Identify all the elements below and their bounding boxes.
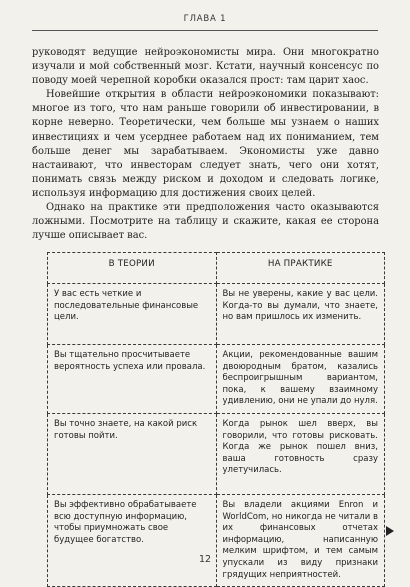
table-row bbox=[48, 345, 385, 414]
table-row bbox=[48, 414, 385, 495]
column-header-theory: В ТЕОРИИ bbox=[48, 253, 217, 284]
page-number: 12 bbox=[198, 554, 212, 565]
continue-arrow-icon bbox=[386, 526, 394, 536]
column-header-practice: НА ПРАКТИКЕ bbox=[216, 253, 385, 284]
theory-cell: Вы тщательно просчитываете вероятность успеха или провала. bbox=[48, 345, 217, 414]
paragraph-table-intro: Однако на практике эти предположения часто оказываются ложными. Посмотрите на таблицу и скажите, какая ее сторона лучше описывает вас. bbox=[32, 202, 379, 242]
paragraph-neuroeconomics: Новейшие открытия в области нейроэкономики показывают: многое из того, что нам раньше говорили об инвестировании, в корне неверно. Теоретически, чем больше мы узнаем о наших инвестициях и чем усерднее работаем над их пониманием, тем больше денег мы зарабатываем. Экономисты уже давно настаивают, что инвесторам следует знать, чего они хотят, понимать связь между риском и доходом и следовать логике, используя информацию для достижения своих целей. bbox=[32, 89, 379, 199]
practice-cell: Вы не уверены, какие у вас цели. Когда-то вы думали, что знаете, но вам пришлось их изменить. bbox=[216, 284, 385, 345]
paragraph-continuation: руководят ведущие нейроэкономисты мира. Они многократно изучали и мой собственный мозг. Кстати, научный консенсус по поводу моей черепной коробки оказался прост: там царит хаос. bbox=[32, 47, 379, 87]
table-row bbox=[48, 495, 385, 587]
table-header-row bbox=[48, 253, 385, 284]
theory-cell: Вы эффективно обрабатываете всю доступную информацию, чтобы приумножать свое будущее богатство. bbox=[48, 495, 217, 587]
header-divider bbox=[32, 30, 378, 31]
practice-cell: Когда рынок шел вверх, вы говорили, что готовы рисковать. Когда же рынок пошел вниз, ваша готовность сразу улетучилась. bbox=[216, 414, 385, 495]
practice-cell: Вы владели акциями Enron и WorldCom, но никогда не читали в их финансовых отчетах информацию, написанную мелким шрифтом, и тем самым упускали из виду признаки грядущих неприятностей. bbox=[216, 495, 385, 587]
theory-cell: У вас есть четкие и последовательные финансовые цели. bbox=[48, 284, 217, 345]
practice-cell: Акции, рекомендованные вашим двоюродным братом, казались беспроигрышным вариантом, пока, к вашему взаимному удивлению, они не упали до нуля. bbox=[216, 345, 385, 414]
table-row bbox=[48, 284, 385, 345]
theory-practice-table bbox=[47, 252, 385, 587]
chapter-header: ГЛАВА 1 bbox=[183, 14, 227, 24]
body-text bbox=[32, 46, 379, 243]
theory-cell: Вы точно знаете, на какой риск готовы пойти. bbox=[48, 414, 217, 495]
